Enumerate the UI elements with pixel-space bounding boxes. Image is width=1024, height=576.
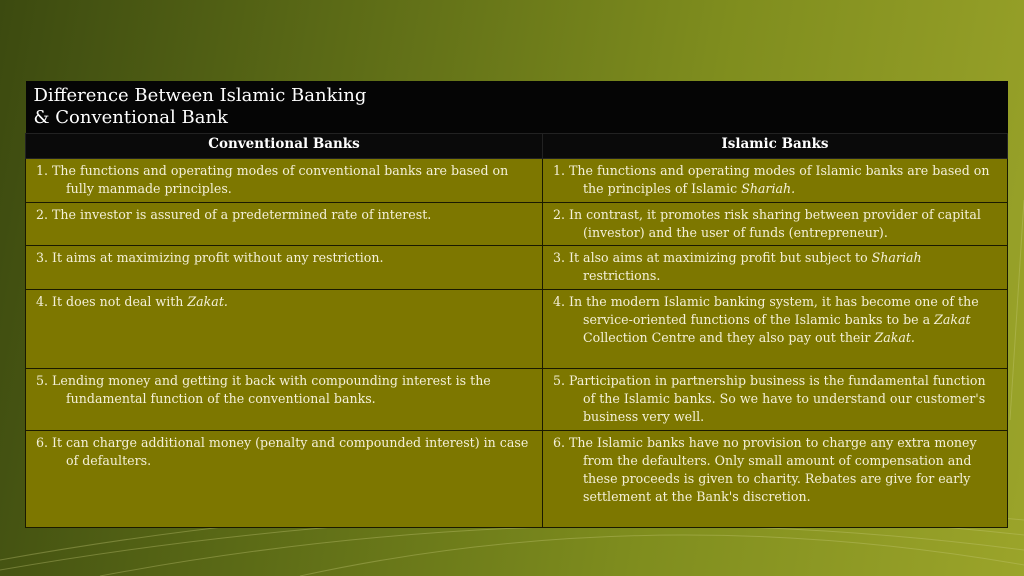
italic-term: Zakat.: [187, 294, 228, 309]
italic-term: Shariah.: [741, 181, 796, 196]
column-header-conventional: Conventional Banks: [26, 134, 543, 159]
title-line-2: & Conventional Bank: [33, 107, 228, 128]
cell-text: [36, 206, 534, 224]
table-row: [26, 246, 1008, 290]
conventional-cell: [26, 431, 543, 528]
text-segment: 2. The investor is assured of a predetermined rate of interest.: [36, 207, 432, 222]
islamic-cell: [543, 290, 1008, 369]
cell-text: [553, 162, 999, 198]
slide-title: [26, 81, 1008, 134]
italic-term: Zakat.: [874, 330, 915, 345]
islamic-cell: [543, 159, 1008, 203]
text-segment: 4. It does not deal with: [36, 294, 188, 309]
table-row: [26, 290, 1008, 369]
cell-text: [36, 249, 534, 267]
table-row: [26, 369, 1008, 431]
title-line-1: Difference Between Islamic Banking: [33, 85, 367, 106]
cell-text: [36, 372, 534, 408]
text-segment: 6. The Islamic banks have no provision to charge any extra money from the defaulters. Only small amount of compensation and these proceeds is given to charity. Rebates are give for early settlement at the Bank's discretion.: [553, 435, 977, 504]
cell-text: [36, 434, 534, 470]
conventional-cell: [26, 203, 543, 246]
text-segment: 2. In contrast, it promotes risk sharing between provider of capital (investor) and the user of funds (entrepreneur).: [553, 207, 981, 240]
cell-text: [553, 293, 999, 347]
table-row: [26, 159, 1008, 203]
conventional-cell: [26, 290, 543, 369]
islamic-cell: [543, 369, 1008, 431]
comparison-table: [25, 81, 1008, 528]
cell-text: [36, 293, 534, 311]
cell-text: [553, 434, 999, 506]
text-segment: 6. It can charge additional money (penalty and compounded interest) in case of defaulters.: [36, 435, 529, 468]
islamic-cell: [543, 431, 1008, 528]
text-segment: 4. In the modern Islamic banking system, it has become one of the service-oriented functions of the Islamic banks to be a: [553, 294, 979, 327]
cell-text: [553, 206, 999, 242]
text-segment: 1. The functions and operating modes of conventional banks are based on fully manmade principles.: [36, 163, 509, 196]
conventional-cell: [26, 369, 543, 431]
text-segment: 5. Lending money and getting it back with compounding interest is the fundamental function of the conventional banks.: [36, 373, 491, 406]
cell-text: [553, 249, 999, 285]
text-segment: 3. It also aims at maximizing profit but subject to: [553, 250, 872, 265]
islamic-cell: [543, 246, 1008, 290]
conventional-cell: [26, 159, 543, 203]
text-segment: 1. The functions and operating modes of Islamic banks are based on the principles of Islamic: [553, 163, 990, 196]
table-row: [26, 203, 1008, 246]
text-segment: 5. Participation in partnership business is the fundamental function of the Islamic banks. So we have to understand our customer's business very well.: [553, 373, 986, 424]
italic-term: Zakat: [934, 312, 971, 327]
table-row: [26, 431, 1008, 528]
cell-text: [36, 162, 534, 198]
text-segment: restrictions.: [583, 268, 661, 283]
cell-text: [553, 372, 999, 426]
conventional-cell: [26, 246, 543, 290]
text-segment: 3. It aims at maximizing profit without any restriction.: [36, 250, 384, 265]
italic-term: Shariah: [871, 250, 922, 265]
column-header-islamic: Islamic Banks: [543, 134, 1008, 159]
islamic-cell: [543, 203, 1008, 246]
text-segment: Collection Centre and they also pay out their: [583, 330, 875, 345]
